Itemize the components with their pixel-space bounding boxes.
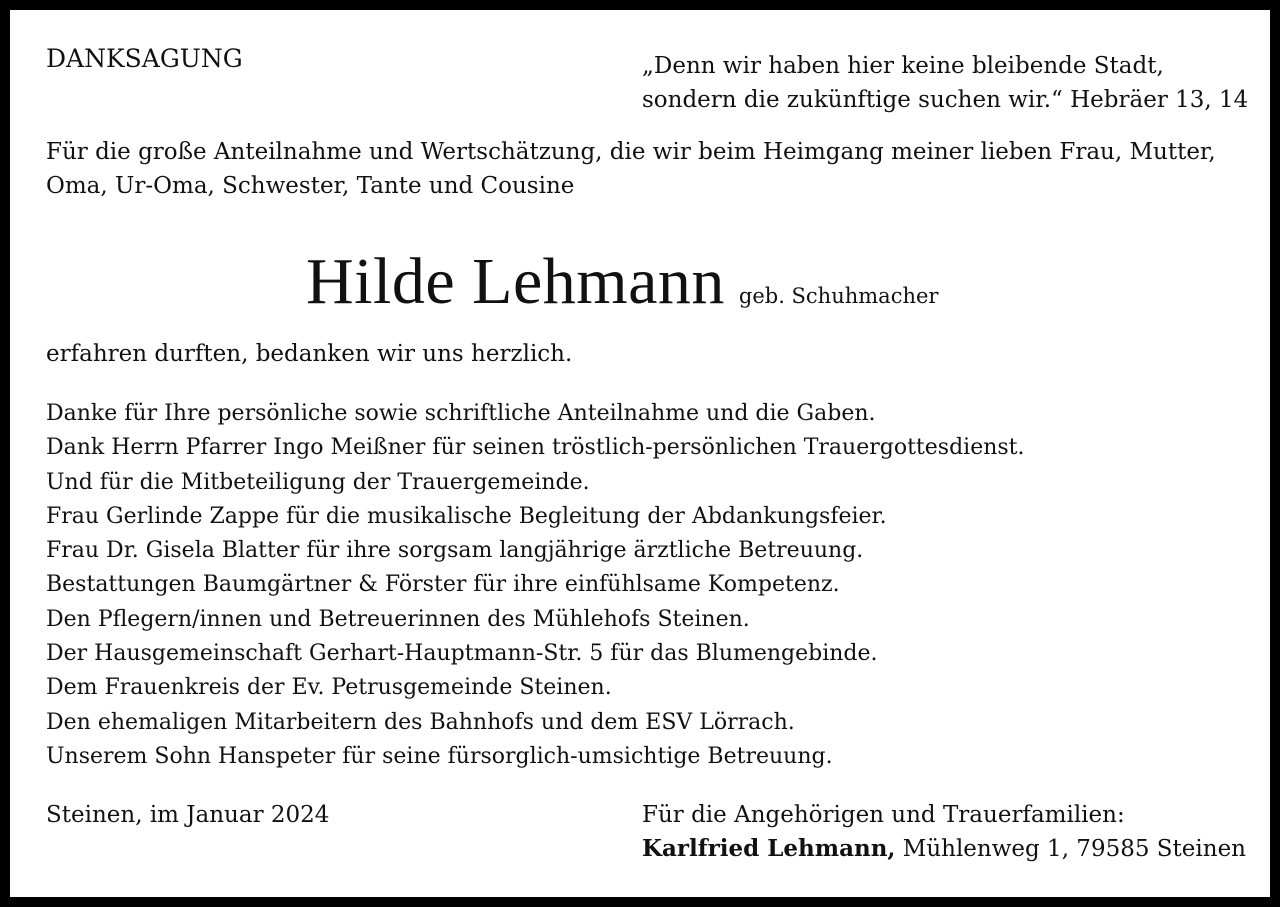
thanks-list-item: Bestattungen Baumgärtner & Förster für ihre einfühlsame Kompetenz. [46, 572, 840, 598]
thanks-list-item: Dank Herrn Pfarrer Ingo Meißner für seinen tröstlich-persönlichen Trauergottesdienst. [46, 435, 1025, 461]
intro-text [46, 135, 1216, 203]
signature-name-address [642, 832, 1246, 866]
thanks-list-item: Der Hausgemeinschaft Gerhart-Hauptmann-Str. 5 für das Blumengebinde. [46, 641, 878, 667]
obituary-notice [10, 10, 1270, 897]
birth-name: geb. Schuhmacher [738, 284, 939, 308]
thanks-list [46, 397, 1025, 774]
quote-line-2: sondern die zukünftige suchen wir.“ Hebräer 13, 14 [642, 87, 1249, 113]
thanks-list-item: Frau Gerlinde Zappe für die musikalische Begleitung der Abdankungsfeier. [46, 503, 887, 529]
deceased-name: Hilde Lehmann [306, 245, 725, 318]
quote-line-1: „Denn wir haben hier keine bleibende Stadt, [642, 53, 1164, 79]
thanks-list-item: Unserem Sohn Hanspeter für seine fürsorglich-umsichtige Betreuung. [46, 743, 833, 769]
intro-line-1: Für die große Anteilnahme und Wertschätzung, die wir beim Heimgang meiner lieben Frau, Mutter, [46, 139, 1216, 165]
thanks-list-item: Und für die Mitbeteiligung der Trauergemeinde. [46, 469, 590, 495]
intro-line-2: Oma, Ur-Oma, Schwester, Tante und Cousine [46, 173, 575, 199]
signature-line: Für die Angehörigen und Trauerfamilien: [642, 802, 1125, 828]
signer-name: Karlfried Lehmann, [642, 835, 896, 862]
deceased-name-row [306, 242, 938, 322]
thanks-list-item: Den ehemaligen Mitarbeitern des Bahnhofs und dem ESV Lörrach. [46, 709, 795, 735]
bible-quote [642, 49, 1248, 117]
place-date: Steinen, im Januar 2024 [46, 802, 330, 828]
notice-heading: DANKSAGUNG [46, 44, 243, 73]
thanks-list-item: Dem Frauenkreis der Ev. Petrusgemeinde Steinen. [46, 675, 612, 701]
thanks-list-item: Danke für Ihre persönliche sowie schriftliche Anteilnahme und die Gaben. [46, 401, 876, 426]
thanks-list-item: Den Pflegern/innen und Betreuerinnen des Mühlehofs Steinen. [46, 606, 750, 632]
signer-address: Mühlenweg 1, 79585 Steinen [902, 836, 1246, 862]
thanks-list-item: Frau Dr. Gisela Blatter für ihre sorgsam langjährige ärztliche Betreuung. [46, 538, 864, 564]
signature-block [642, 798, 1246, 866]
thanks-closing-line: erfahren durften, bedanken wir uns herzlich. [46, 341, 573, 367]
